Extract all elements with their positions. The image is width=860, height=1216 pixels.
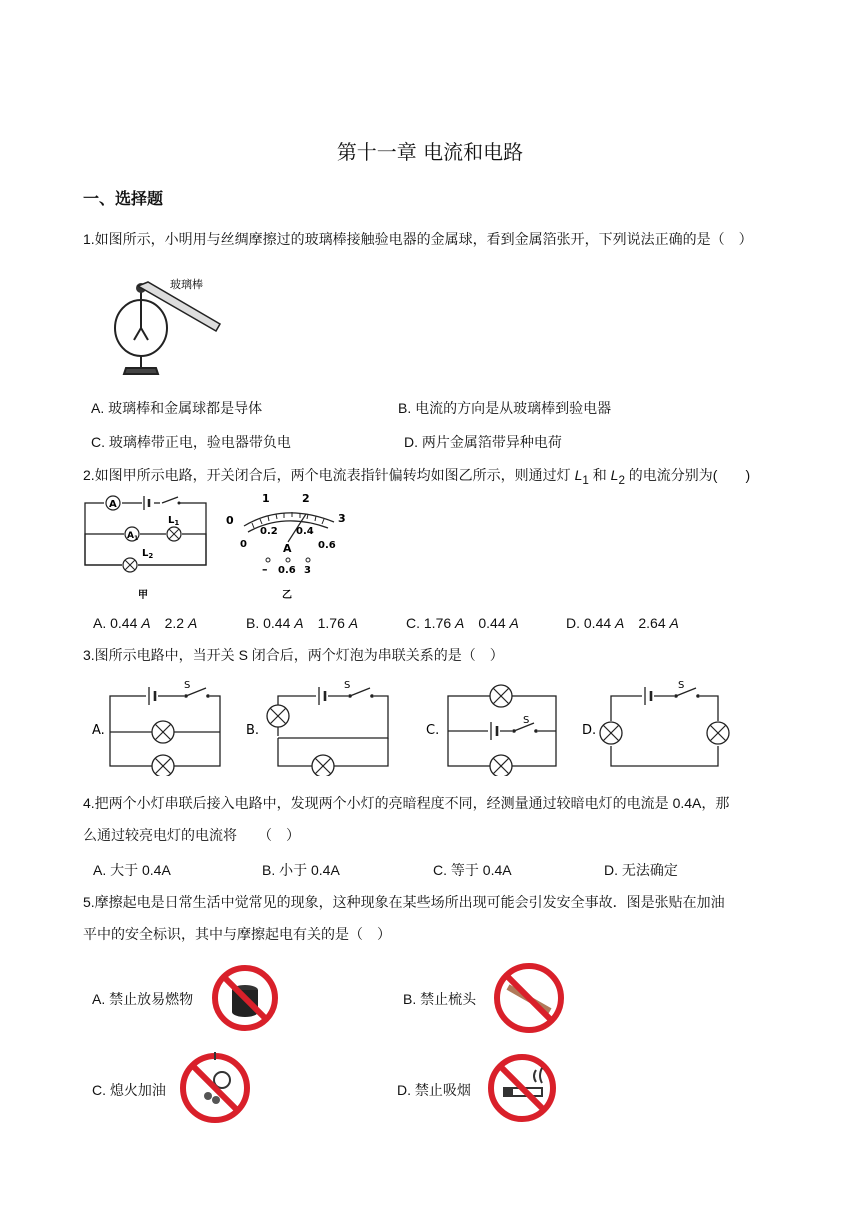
ammeter-a1-label: $A_1$ [127,531,139,542]
dial-top-2: 2 [302,492,310,505]
circuit-label-b: B. [246,723,260,738]
figure-yi-caption: 乙 [282,590,292,601]
circuit-options-figure [88,676,738,776]
q2-option-c: C. 1.76 A 0.44 A [406,615,519,631]
dial-bottom-02: 0.2 [260,526,278,537]
question-4-stem-line1: 4.把两个小灯串联后接入电路中，发现两个小灯的亮暗程度不同，经测量通过较暗电灯的电流是 0.4A，那 [83,795,730,811]
circuit-label-a: A. [92,723,105,738]
q5-option-c: C. 熄火加油 [92,1082,166,1098]
q1-option-c: C. 玻璃棒带正电，验电器带负电 [91,434,291,450]
switch-label-a: S [184,680,191,691]
question-2-stem: 2.如图甲所示电路，开关闭合后，两个电流表指针偏转均如图乙所示，则通过灯 $L_1$ 和 $L_2$ 的电流分别为( ) [83,467,751,487]
circuit-diagram-jia [82,490,210,602]
ammeter-dial-yi [222,490,352,602]
terminal-3: 3 [304,565,311,576]
question-5-stem-line1: 5.摩擦起电是日常生活中觉常见的现象，这种现象在某些场所出现可能会引发安全事故．图是张贴在加油 [83,894,725,910]
lamp-l1-label: $L_1$ [168,515,180,527]
no-flammables-sign-icon [210,963,280,1033]
terminal-06: 0.6 [278,565,296,576]
dial-top-0: 0 [226,514,234,527]
q2-option-b: B. 0.44 A 1.76 A [246,615,359,631]
switch-label-b: S [344,680,351,691]
dial-unit: A [283,542,292,555]
circuit-label-d: D. [582,723,597,738]
q4-option-a: A. 大于 0.4A [93,862,171,878]
q4-option-c: C. 等于 0.4A [433,862,512,878]
dial-top-3: 3 [338,512,346,525]
question-3-stem: 3.图所示电路中，当开关 S 闭合后，两个灯泡为串联关系的是（ ） [83,647,504,663]
q1-option-d: D. 两片金属箔带异种电荷 [404,434,562,450]
engine-off-refuel-sign-icon [178,1050,252,1124]
q4-option-d: D. 无法确定 [604,862,678,878]
lamp-l2-label: $L_2$ [142,548,154,560]
q4-option-b: B. 小于 0.4A [262,862,340,878]
dial-bottom-06: 0.6 [318,540,336,551]
electroscope-figure [108,268,238,382]
no-combing-sign-icon [492,961,566,1035]
q5-option-d: D. 禁止吸烟 [397,1082,471,1098]
q2-option-a: A. 0.44 A 2.2 A [93,615,198,631]
q5-option-a: A. 禁止放易燃物 [92,991,194,1007]
dial-bottom-0: 0 [240,539,247,550]
q1-option-a: A. 玻璃棒和金属球都是导体 [91,400,263,416]
question-4-stem-line2: 么通过较亮电灯的电流将 （ ） [83,827,300,843]
q5-option-b: B. 禁止梳头 [403,991,477,1007]
dial-bottom-04: 0.4 [296,526,314,537]
question-1-stem: 1.如图所示，小明用与丝绸摩擦过的玻璃棒接触验电器的金属球，看到金属箔张开，下列说法正确的是（ ） [83,231,753,247]
ammeter-a-label: A [109,499,117,510]
circuit-label-c: C. [426,723,440,738]
dial-top-1: 1 [262,492,270,505]
q1-option-b: B. 电流的方向是从玻璃棒到验电器 [398,400,612,416]
question-5-stem-line2: 平中的安全标识，其中与摩擦起电有关的是（ ） [83,926,391,942]
glass-rod-label: 玻璃棒 [170,278,203,291]
page-title: 第十一章 电流和电路 [336,140,524,164]
switch-label-d: S [678,680,685,691]
no-smoking-sign-icon [486,1052,558,1124]
section-heading: 一、选择题 [83,191,164,208]
q2-option-d: D. 0.44 A 2.64 A [566,615,679,631]
terminal-negative: – [262,563,268,576]
switch-label-c: S [523,715,530,726]
figure-jia-caption: 甲 [138,590,148,601]
